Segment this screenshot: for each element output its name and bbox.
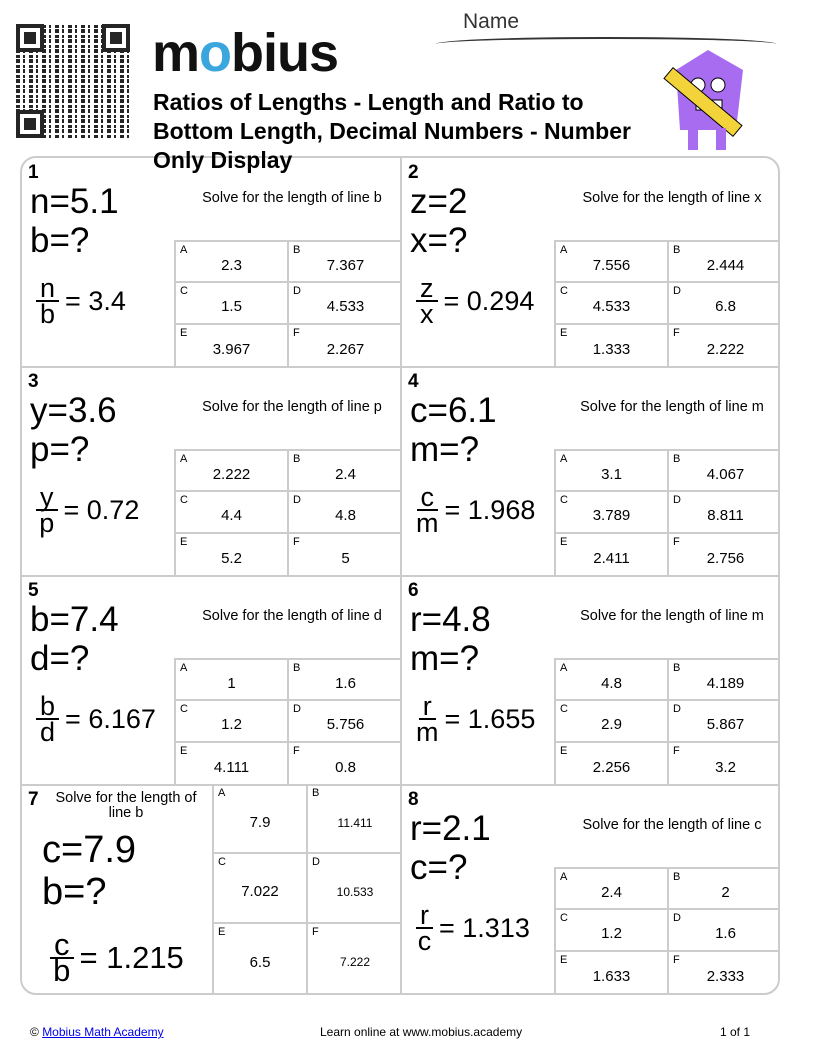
ratio-value: 1.313 [462, 912, 530, 943]
answer-option[interactable] [176, 492, 289, 533]
ratio-numerator: c [50, 933, 74, 959]
option-letter: F [293, 326, 300, 339]
ratio-equation: $\frac{z}{x}$ = 0.294 [416, 276, 534, 326]
option-value: 5 [341, 549, 350, 567]
answer-option[interactable] [556, 534, 669, 575]
answer-option[interactable] [289, 242, 402, 283]
option-letter: E [180, 326, 188, 339]
answer-options [554, 240, 780, 366]
option-letter: D [312, 856, 320, 869]
option-value: 2.756 [706, 549, 745, 567]
option-value: 6.5 [249, 953, 271, 971]
option-value: 10.533 [336, 884, 374, 899]
known-length: r=2.1 [410, 809, 491, 848]
name-label: Name [463, 10, 520, 33]
ratio-equation: $\frac{c}{b}$ = 1.215 [50, 933, 184, 983]
instruction: Solve for the length of line m [580, 399, 764, 415]
known-length: n=5.1 [30, 182, 119, 221]
option-letter: B [293, 662, 301, 674]
known-length: b=7.4 [30, 600, 119, 639]
ratio-denominator: m [416, 717, 439, 747]
ratio-denominator: c [417, 926, 432, 956]
option-value: 5.2 [221, 549, 242, 567]
given-values [410, 600, 491, 678]
known-length: c=7.9 [42, 829, 137, 871]
answer-option[interactable] [214, 785, 308, 854]
option-letter: E [180, 535, 188, 548]
qr-code [16, 24, 130, 138]
option-value: 4.8 [601, 675, 622, 693]
given-values [30, 391, 117, 469]
answer-option[interactable] [308, 785, 402, 854]
ratio-denominator: x [420, 299, 434, 329]
ratio-value: 1.215 [106, 940, 184, 975]
problem-7 [22, 785, 402, 995]
problem-number: 2 [408, 162, 419, 183]
answer-option[interactable] [669, 325, 780, 366]
problem-number: 8 [408, 789, 419, 810]
answer-option[interactable] [669, 952, 780, 993]
unknown-length: m=? [410, 430, 480, 469]
option-letter: C [180, 494, 188, 507]
option-letter: B [293, 453, 301, 465]
option-value: 4.111 [213, 758, 250, 776]
answer-option[interactable] [556, 910, 669, 951]
option-letter: B [293, 244, 301, 256]
page-number: 1 of 1 [720, 1025, 751, 1039]
ratio-equation: $\frac{r}{c}$ = 1.313 [417, 900, 530, 956]
option-letter: E [560, 535, 568, 548]
option-letter: A [560, 244, 568, 256]
answer-option[interactable] [556, 869, 669, 910]
ratio-denominator: d [40, 717, 56, 747]
answer-option[interactable] [289, 283, 402, 324]
option-value: 0.8 [335, 758, 356, 776]
option-value: 5.756 [326, 716, 365, 734]
problem-number: 7 [28, 789, 39, 810]
answer-option[interactable] [176, 242, 289, 283]
option-value: 2.444 [706, 257, 745, 275]
option-letter: F [673, 535, 680, 548]
ratio-numerator: n [36, 276, 59, 302]
problem-2 [402, 158, 780, 368]
problem-5 [22, 576, 402, 786]
option-value: 1 [227, 675, 236, 693]
option-value: 2.9 [601, 716, 622, 734]
ratio-value: 1.655 [467, 703, 536, 734]
instruction: Solve for the length of line b [202, 190, 382, 206]
option-letter: C [560, 494, 568, 507]
problem-4 [402, 367, 780, 577]
ratio-denominator: b [53, 953, 71, 988]
instruction: Solve for the length of line c [582, 817, 762, 833]
ratio-value: 6.167 [88, 703, 156, 734]
option-letter: A [180, 662, 188, 674]
answer-option[interactable] [214, 924, 308, 993]
option-letter: B [673, 244, 681, 256]
answer-option[interactable] [289, 325, 402, 366]
answer-option[interactable] [669, 451, 780, 492]
option-value: 2.411 [593, 549, 630, 567]
answer-option[interactable] [289, 492, 402, 533]
answer-option[interactable] [289, 451, 402, 492]
instruction: Solve for the length of line m [580, 608, 764, 624]
problem-3 [22, 367, 402, 577]
option-letter: C [560, 285, 568, 298]
ratio-numerator: r [419, 694, 436, 720]
option-letter: C [218, 856, 226, 869]
answer-option[interactable] [289, 660, 402, 701]
answer-option[interactable] [669, 242, 780, 283]
ratio-equation: $\frac{y}{p}$ = 0.72 [36, 485, 139, 535]
problem-1 [22, 158, 402, 368]
unknown-length: c=? [410, 848, 468, 887]
worksheet-title: Ratios of Lengths - Length and Ratio to Bottom Length, Decimal Numbers - Number Only Display [153, 89, 631, 173]
answer-option[interactable] [308, 924, 402, 993]
known-length: z=2 [410, 182, 468, 221]
ratio-equation: $\frac{n}{b}$ = 3.4 [36, 276, 126, 326]
problem-6 [402, 576, 780, 786]
instruction: Solve for the length of line b [55, 790, 197, 821]
option-letter: F [673, 744, 680, 757]
known-length: r=4.8 [410, 600, 491, 639]
instruction: Solve for the length of line x [582, 190, 762, 206]
ratio-numerator: c [417, 485, 439, 511]
option-value: 2.222 [212, 466, 251, 484]
ratio-equation: $\frac{c}{m}$ = 1.968 [416, 482, 536, 538]
option-letter: A [560, 453, 568, 465]
answer-option[interactable] [176, 534, 289, 575]
footer-url: Learn online at www.mobius.academy [320, 1025, 523, 1039]
ratio-numerator: b [36, 694, 59, 720]
answer-option[interactable] [176, 451, 289, 492]
answer-option[interactable] [669, 701, 780, 742]
answer-option[interactable] [556, 952, 669, 993]
answer-option[interactable] [669, 910, 780, 951]
option-letter: D [673, 703, 681, 716]
problem-number: 4 [408, 371, 419, 392]
ratio-numerator: r [416, 903, 433, 929]
answer-option[interactable] [669, 534, 780, 575]
option-value: 3.789 [592, 507, 631, 525]
answer-option[interactable] [176, 283, 289, 324]
option-value: 1.633 [592, 967, 631, 985]
answer-option[interactable] [214, 854, 308, 923]
problem-number: 6 [408, 580, 419, 601]
answer-options [554, 449, 780, 575]
option-value: 4.533 [326, 298, 365, 316]
option-letter: B [673, 871, 681, 883]
option-value: 1.6 [335, 675, 356, 693]
answer-option[interactable] [556, 325, 669, 366]
option-value: 1.333 [592, 340, 631, 358]
option-letter: F [293, 744, 300, 757]
answer-option[interactable] [176, 701, 289, 742]
option-value: 4.189 [706, 675, 745, 693]
academy-link[interactable]: Mobius Math Academy [42, 1025, 164, 1039]
option-letter: C [560, 703, 568, 716]
problem-8 [402, 785, 780, 995]
given-values [42, 829, 136, 913]
answer-option[interactable] [176, 325, 289, 366]
option-value: 4.533 [592, 298, 631, 316]
option-value: 2.222 [706, 340, 745, 358]
answer-option[interactable] [176, 660, 289, 701]
answer-option[interactable] [556, 660, 669, 701]
option-letter: D [673, 494, 681, 507]
option-value: 7.022 [241, 883, 279, 901]
unknown-length: p=? [30, 430, 90, 469]
ratio-denominator: b [40, 299, 56, 329]
option-letter: A [180, 453, 188, 465]
option-value: 1.2 [601, 925, 622, 943]
answer-option[interactable] [669, 492, 780, 533]
ratio-numerator: z [416, 276, 438, 302]
option-letter: E [180, 744, 188, 757]
instruction: Solve for the length of line d [202, 608, 382, 624]
ratio-denominator: m [416, 508, 439, 538]
mobius-logo: mobius [152, 23, 339, 83]
answer-options [212, 785, 402, 993]
problem-number: 5 [28, 580, 39, 601]
option-value: 4.4 [221, 507, 242, 525]
given-values [410, 809, 491, 887]
option-letter: A [180, 244, 188, 256]
ratio-equation: $\frac{r}{m}$ = 1.655 [416, 691, 536, 747]
option-value: 8.811 [707, 507, 744, 525]
ratio-numerator: y [36, 485, 58, 511]
option-letter: A [560, 662, 568, 674]
option-value: 2.267 [326, 340, 365, 358]
unknown-length: b=? [42, 871, 107, 913]
option-value: 2.3 [221, 257, 242, 275]
option-value: 7.556 [592, 257, 631, 275]
answer-option[interactable] [669, 743, 780, 784]
option-value: 6.8 [715, 298, 736, 316]
option-value: 7.222 [339, 955, 371, 970]
option-letter: E [560, 953, 568, 966]
answer-options [174, 449, 402, 575]
ratio-value: 0.294 [466, 285, 535, 316]
option-value: 2.256 [592, 758, 631, 776]
problem-number: 1 [28, 162, 39, 183]
option-value: 5.867 [706, 716, 745, 734]
option-letter: C [560, 912, 568, 925]
answer-options [174, 658, 402, 784]
given-values [410, 182, 467, 260]
option-value: 11.411 [337, 815, 373, 830]
option-value: 3.2 [715, 758, 736, 776]
instruction: Solve for the length of line p [202, 399, 382, 415]
answer-option[interactable] [556, 242, 669, 283]
option-letter: D [293, 285, 301, 298]
option-value: 4.8 [335, 507, 356, 525]
option-letter: F [312, 925, 319, 938]
option-letter: F [673, 326, 680, 339]
option-letter: D [673, 912, 681, 925]
answer-option[interactable] [176, 743, 289, 784]
answer-option[interactable] [669, 660, 780, 701]
answer-option[interactable] [669, 869, 780, 910]
unknown-length: d=? [30, 639, 90, 678]
given-values [30, 182, 119, 260]
answer-option[interactable] [669, 283, 780, 324]
unknown-length: x=? [410, 221, 468, 260]
answer-option[interactable] [289, 743, 402, 784]
option-value: 2.4 [601, 884, 622, 902]
option-letter: E [218, 925, 226, 938]
option-letter: D [293, 703, 301, 716]
option-letter: A [560, 871, 568, 883]
option-value: 1.5 [221, 298, 242, 316]
answer-option[interactable] [556, 451, 669, 492]
ratio-value: 0.72 [86, 494, 140, 525]
answer-options [554, 867, 780, 993]
answer-option[interactable] [556, 701, 669, 742]
option-letter: D [673, 285, 681, 298]
option-letter: B [673, 662, 681, 674]
option-letter: A [218, 787, 226, 799]
answer-option[interactable] [556, 492, 669, 533]
ratio-equation: $\frac{b}{d}$ = 6.167 [36, 694, 156, 744]
option-value: 7.9 [249, 814, 271, 832]
answer-option[interactable] [289, 701, 402, 742]
mascot-illustration [648, 40, 758, 155]
answer-option[interactable] [556, 743, 669, 784]
problem-number: 3 [28, 371, 39, 392]
known-length: c=6.1 [410, 391, 497, 430]
option-letter: C [180, 703, 188, 716]
unknown-length: b=? [30, 221, 90, 260]
option-letter: B [673, 453, 681, 465]
ratio-denominator: p [39, 508, 55, 538]
option-value: 7.367 [326, 257, 365, 275]
option-value: 2.4 [335, 466, 356, 484]
option-value: 1.6 [715, 925, 736, 943]
known-length: y=3.6 [30, 391, 117, 430]
answer-option[interactable] [556, 283, 669, 324]
option-value: 3.967 [212, 340, 251, 358]
option-letter: E [560, 326, 568, 339]
given-values [410, 391, 497, 469]
footer-copyright: © Mobius Math Academy [30, 1025, 164, 1039]
option-value: 4.067 [706, 466, 745, 484]
option-letter: D [293, 494, 301, 507]
problems-sheet [20, 156, 780, 995]
unknown-length: m=? [410, 639, 480, 678]
option-letter: F [673, 953, 680, 966]
option-value: 2.333 [706, 967, 745, 985]
answer-option[interactable] [308, 854, 402, 923]
ratio-value: 3.4 [88, 285, 126, 316]
option-letter: C [180, 285, 188, 298]
option-letter: B [312, 787, 320, 799]
option-letter: F [293, 535, 300, 548]
given-values [30, 600, 119, 678]
option-value: 1.2 [221, 716, 242, 734]
ratio-value: 1.968 [467, 494, 536, 525]
option-value: 2 [721, 884, 730, 902]
answer-options [554, 658, 780, 784]
answer-option[interactable] [289, 534, 402, 575]
option-value: 3.1 [601, 466, 622, 484]
option-letter: E [560, 744, 568, 757]
answer-options [174, 240, 402, 366]
